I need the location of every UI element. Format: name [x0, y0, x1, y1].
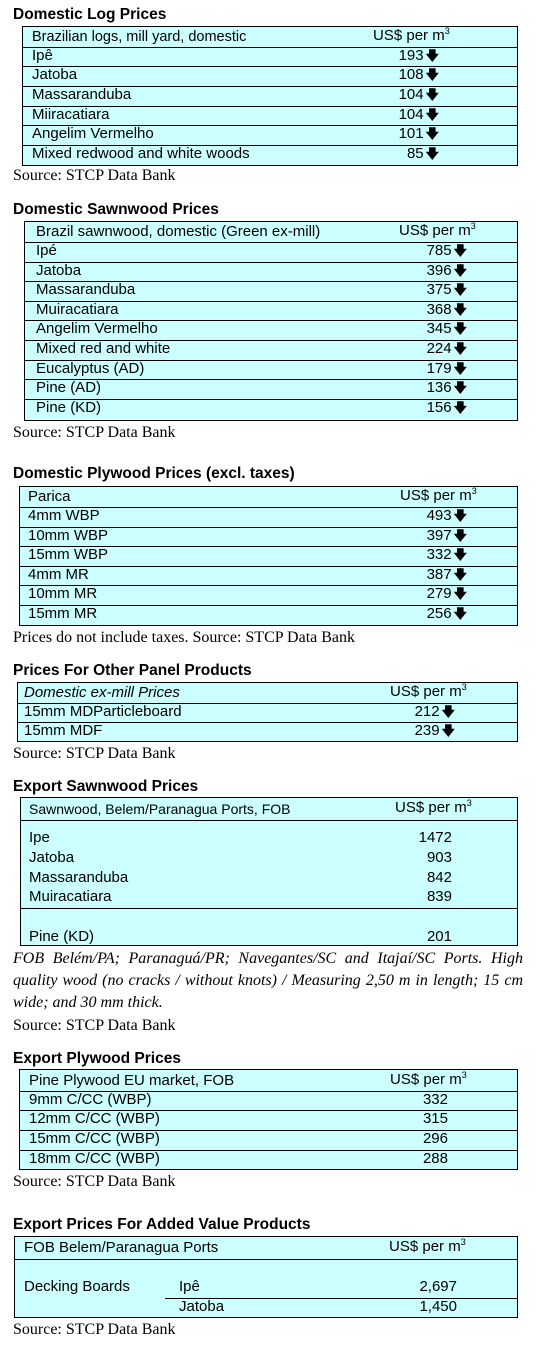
table-row-value: 839 [426, 888, 452, 905]
down-arrow-icon: 🡇 [425, 48, 439, 63]
table-row-name: 18mm C/CC (WBP) [29, 1150, 160, 1167]
table-row-name: Ipe [29, 829, 50, 846]
table-row-value: 101 🡇 [398, 125, 439, 142]
table-row-value: 1472 [418, 829, 452, 846]
table-header-label: Pine Plywood EU market, FOB [29, 1072, 235, 1089]
down-arrow-icon: 🡇 [441, 704, 455, 719]
table-row-name: 10mm MR [28, 585, 98, 602]
table-export-sawnwood [20, 797, 518, 946]
table-row-name: Ipé [36, 242, 57, 259]
table-row-value: 397 🡇 [426, 527, 467, 544]
table-export-added-value [14, 1236, 518, 1318]
table-row-value: 201 [426, 928, 452, 945]
down-arrow-icon: 🡇 [453, 400, 467, 415]
down-arrow-icon: 🡇 [425, 87, 439, 102]
table-row-value: 1,450 [419, 1298, 457, 1315]
down-arrow-icon: 🡇 [453, 302, 467, 317]
table-row-value: 85 🡇 [406, 145, 439, 162]
table-row-name: Massaranduba [36, 281, 136, 298]
table-row-value: 104 🡇 [398, 86, 439, 103]
table-row-value: 193 🡇 [398, 47, 439, 64]
table-row-name: Pine (KD) [36, 399, 102, 416]
down-arrow-icon: 🡇 [453, 547, 467, 562]
table-domestic-log [22, 26, 518, 166]
unit-header: US$ per $m^3$ [389, 1237, 466, 1255]
table-row-name: 15mm MR [28, 605, 98, 622]
table-row-value: 387 🡇 [426, 566, 467, 583]
table-row-value: 375 🡇 [426, 281, 467, 298]
down-arrow-icon: 🡇 [453, 606, 467, 621]
table-export-plywood [19, 1069, 518, 1170]
down-arrow-icon: 🡇 [453, 361, 467, 376]
table-domestic-plywood [19, 486, 518, 626]
down-arrow-icon: 🡇 [441, 723, 455, 738]
source-note: Prices do not include taxes. Source: STCP Data Bank [13, 629, 356, 646]
table-row-name: 10mm WBP [28, 527, 109, 544]
table-row-name: Jatoba [179, 1298, 225, 1315]
product-label: Decking Boards [24, 1278, 130, 1295]
table-row-name: 4mm WBP [28, 507, 100, 524]
table-row-name: Angelim Vermelho [32, 125, 154, 142]
table-row-name: Pine (AD) [36, 379, 102, 396]
table-row-name: 15mm MDF [24, 722, 103, 739]
source-note: Source: STCP Data Bank [13, 1321, 176, 1338]
table-row-value: 288 [422, 1150, 448, 1167]
source-note: Source: STCP Data Bank [13, 167, 176, 184]
table-row-name: 15mm C/CC (WBP) [29, 1130, 160, 1147]
table-header-label: Domestic ex-mill Prices [24, 684, 180, 701]
source-note: Source: STCP Data Bank [13, 1173, 176, 1190]
table-row-value: 156 🡇 [426, 399, 467, 416]
table-row-name: Mixed redwood and white woods [32, 145, 250, 162]
unit-header: US$ per $m^3$ [399, 221, 476, 239]
source-note: Source: STCP Data Bank [13, 1017, 176, 1034]
table-header-label: Brazil sawnwood, domestic (Green ex-mill) [36, 223, 321, 240]
down-arrow-icon: 🡇 [425, 107, 439, 122]
table-row-value: 256 🡇 [426, 605, 467, 622]
down-arrow-icon: 🡇 [453, 321, 467, 336]
table-row-value: 396 🡇 [426, 262, 467, 279]
table-row-name: 15mm WBP [28, 546, 109, 563]
down-arrow-icon: 🡇 [453, 263, 467, 278]
down-arrow-icon: 🡇 [453, 586, 467, 601]
down-arrow-icon: 🡇 [425, 146, 439, 161]
table-row-value: 2,697 [419, 1278, 457, 1295]
down-arrow-icon: 🡇 [453, 567, 467, 582]
table-row-value: 136 🡇 [426, 379, 467, 396]
table-row-value: 108 🡇 [398, 66, 439, 83]
down-arrow-icon: 🡇 [425, 126, 439, 141]
table-row-value: 903 [426, 849, 452, 866]
table-row-name: Massaranduba [32, 86, 132, 103]
table-row-value: 179 🡇 [426, 360, 467, 377]
table-row-value: 493 🡇 [426, 507, 467, 524]
source-note: Source: STCP Data Bank [13, 745, 176, 762]
table-header-label: FOB Belem/Paranagua Ports [24, 1239, 219, 1256]
down-arrow-icon: 🡇 [453, 528, 467, 543]
table-row-name: 4mm MR [28, 566, 89, 583]
table-row-value: 212 🡇 [414, 703, 455, 720]
table-row-value: 332 🡇 [426, 546, 467, 563]
table-row-value: 315 [422, 1110, 448, 1127]
table-row-name: Jatoba [29, 849, 75, 866]
table-header-label: Brazilian logs, mill yard, domestic [32, 29, 247, 45]
down-arrow-icon: 🡇 [453, 341, 467, 356]
section-title-export-plywood: Export Plywood Prices [13, 1050, 181, 1067]
table-row-name: Pine (KD) [29, 928, 95, 945]
section-title-domestic-plywood: Domestic Plywood Prices (excl. taxes) [13, 465, 295, 482]
section-title-domestic-sawnwood: Domestic Sawnwood Prices [13, 201, 219, 218]
table-row-name: Miiracatiara [32, 106, 110, 123]
section-title-export-added-value: Export Prices For Added Value Products [13, 1216, 311, 1233]
down-arrow-icon: 🡇 [453, 282, 467, 297]
table-row-name: Mixed red and white [36, 340, 171, 357]
source-note: Source: STCP Data Bank [13, 424, 176, 441]
table-row-name: Jatoba [36, 262, 82, 279]
down-arrow-icon: 🡇 [453, 380, 467, 395]
export-sawnwood-note: FOB Belém/PA; Paranaguá/PR; Navegantes/SC and Itajaí/SC Ports. High quality wood (no cracks / without knots) / Measuring 2,50 m in length; 15 cm wide; and 30 mm thick. [13, 950, 523, 1011]
table-row-value: 842 [426, 869, 452, 886]
table-row-name: Muiracatiara [29, 888, 112, 905]
table-row-name: 12mm C/CC (WBP) [29, 1110, 160, 1127]
table-row-value: 279 🡇 [426, 585, 467, 602]
unit-header: US$ per $m^3$ [373, 26, 450, 44]
table-header-label: Parica [28, 488, 71, 505]
table-other-panel [17, 682, 518, 742]
table-row-name: Muiracatiara [36, 301, 119, 318]
table-row-name: Ipê [179, 1278, 200, 1295]
section-title-other-panel: Prices For Other Panel Products [13, 662, 252, 679]
table-row-name: Massaranduba [29, 869, 129, 886]
section-title-export-sawnwood: Export Sawnwood Prices [13, 778, 199, 795]
table-row-name: Eucalyptus (AD) [36, 360, 145, 377]
table-row-value: 368 🡇 [426, 301, 467, 318]
table-row-name: Angelim Vermelho [36, 320, 158, 337]
section-title-domestic-log: Domestic Log Prices [13, 6, 167, 23]
table-row-value: 104 🡇 [398, 106, 439, 123]
unit-header: US$ per $m^3$ [395, 798, 472, 816]
table-row-name: 9mm C/CC (WBP) [29, 1091, 152, 1108]
table-header-label: Sawnwood, Belem/Paranagua Ports, FOB [29, 801, 291, 817]
table-row-value: 345 🡇 [426, 320, 467, 337]
table-row-value: 785 🡇 [426, 242, 467, 259]
down-arrow-icon: 🡇 [453, 508, 467, 523]
table-row-value: 239 🡇 [414, 722, 455, 739]
table-row-value: 296 [422, 1130, 448, 1147]
table-domestic-sawnwood [24, 221, 518, 421]
table-row-name: Ipê [32, 47, 53, 64]
unit-header: US$ per $m^3$ [390, 682, 467, 700]
table-row-value: 224 🡇 [426, 340, 467, 357]
down-arrow-icon: 🡇 [425, 67, 439, 82]
down-arrow-icon: 🡇 [453, 243, 467, 258]
unit-header: US$ per $m^3$ [390, 1070, 467, 1088]
table-row-name: Jatoba [32, 66, 78, 83]
unit-header: US$ per $m^3$ [400, 486, 477, 504]
table-row-name: 15mm MDParticleboard [24, 703, 182, 720]
table-row-value: 332 [422, 1091, 448, 1108]
